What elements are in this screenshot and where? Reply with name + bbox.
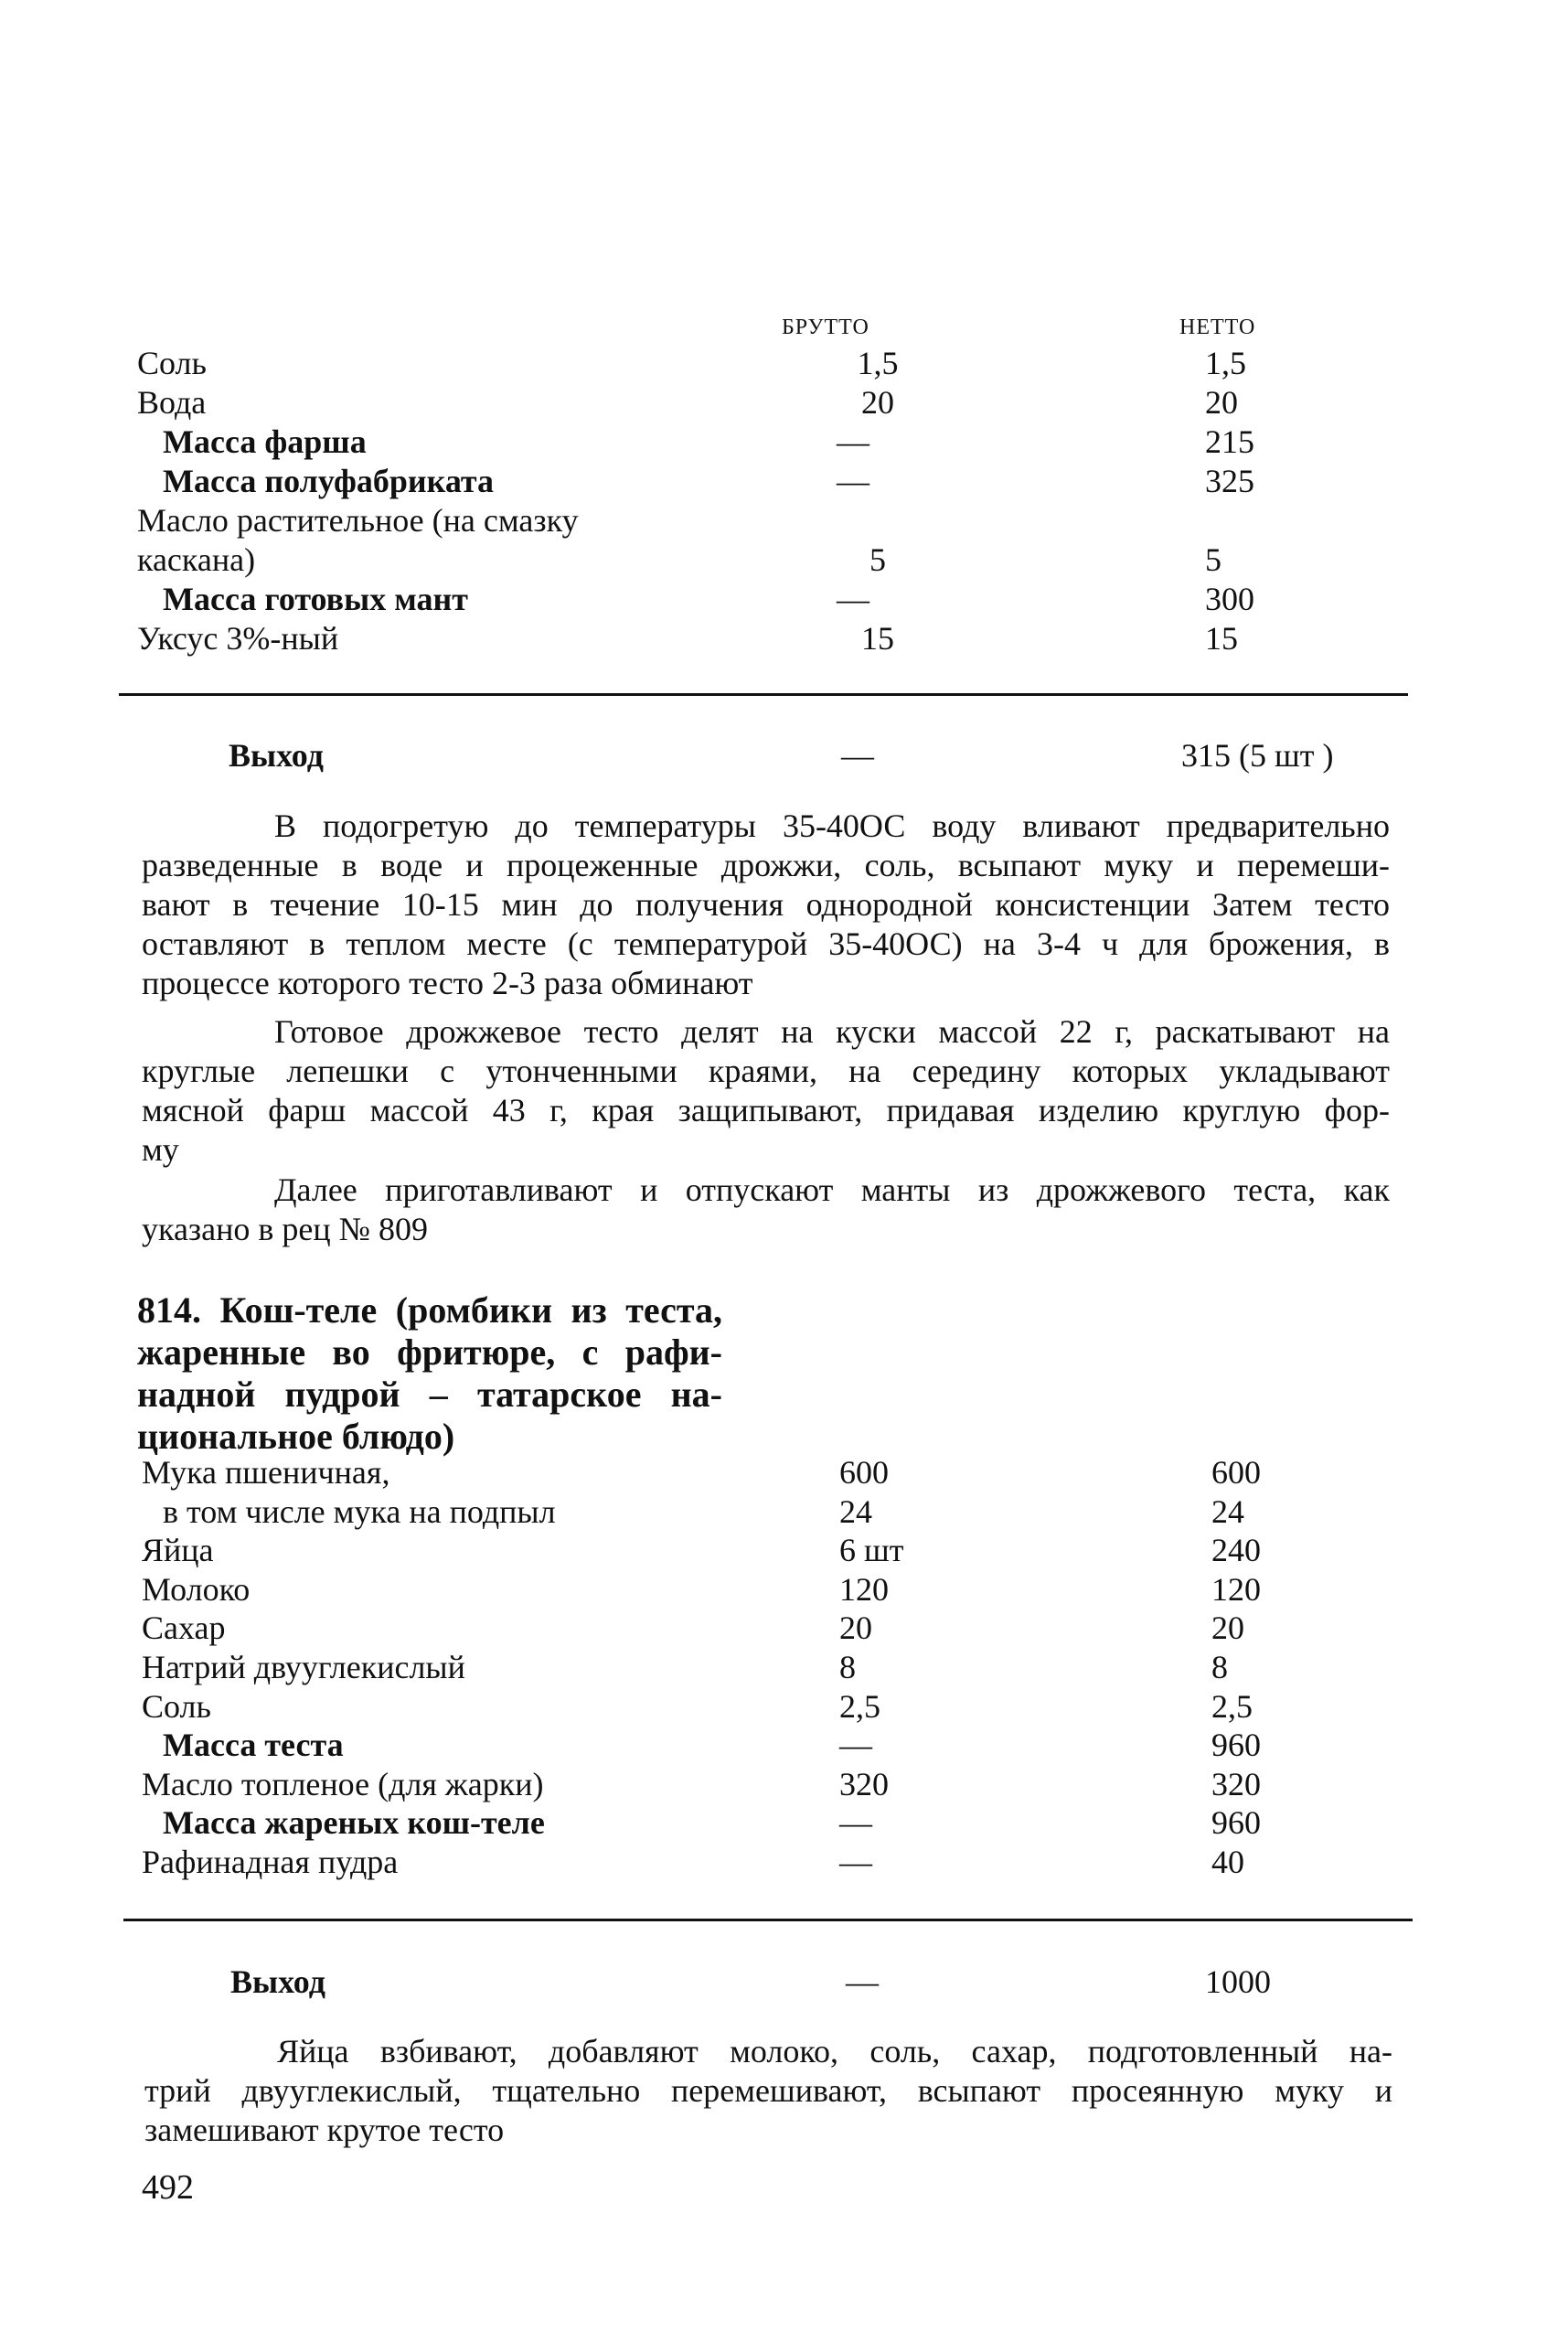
brutto-value: —: [839, 1844, 872, 1880]
brutto-value: 320: [839, 1766, 889, 1802]
ingredient-name: Масло растительное (на смазку: [137, 502, 579, 539]
brutto-value: 8: [839, 1649, 856, 1685]
text-line: вают в течение 10-15 мин до получения однородной консистенции Затем тесто: [142, 886, 1390, 923]
text-line: круглые лепешки с утонченными краями, на середину которых укладывают: [142, 1053, 1390, 1089]
ingredient-name: Вода: [137, 384, 207, 421]
instruction-paragraph-3: [142, 1171, 1390, 1249]
text-line: Далее приготавливают и отпускают манты из дрожжевого теста, как: [274, 1171, 1390, 1208]
brutto-value: 600: [839, 1454, 889, 1491]
yield-brutto: —: [846, 1963, 879, 2000]
brutto-value: 6 шт: [839, 1532, 904, 1568]
text-line: оставляют в теплом месте (с температурой 35-40ОС) на 3-4 ч для брожения, в: [142, 925, 1390, 962]
text-line: процессе которого тесто 2-3 раза обминают: [142, 965, 753, 1001]
brutto-value: 120: [839, 1571, 889, 1608]
brutto-value: —: [839, 1804, 872, 1841]
brutto-value: —: [837, 423, 869, 460]
column-header-netto: НЕТТО: [1179, 315, 1256, 339]
netto-value: 8: [1211, 1649, 1228, 1685]
text-line: трий двууглекислый, тщательно перемешивают, всыпают просеянную муку и: [144, 2072, 1392, 2109]
text-line: замешивают крутое тесто: [144, 2112, 505, 2148]
ingredient-name: Молоко: [142, 1571, 251, 1608]
title-line: 814. Кош-теле (ромбики из теста,: [137, 1289, 722, 1331]
column-header-brutto: БРУТТО: [782, 315, 869, 339]
text-line: му: [142, 1131, 179, 1168]
netto-value: 300: [1205, 581, 1254, 617]
netto-value: 5: [1205, 541, 1221, 578]
text-line: В подогретую до температуры 35-40ОС воду вливают предварительно: [274, 807, 1390, 844]
netto-value: 960: [1211, 1804, 1261, 1841]
ingredient-name: Соль: [137, 345, 207, 381]
ingredient-name: Рафинадная пудра: [142, 1844, 399, 1880]
page-number: 492: [142, 2168, 194, 2207]
netto-value: 20: [1205, 384, 1238, 421]
netto-value: 120: [1211, 1571, 1261, 1608]
brutto-value: —: [837, 581, 869, 617]
ingredient-name: Масса фарша: [163, 423, 367, 460]
netto-value: 600: [1211, 1454, 1261, 1491]
text-line: указано в рец № 809: [142, 1211, 428, 1247]
ingredient-name: каскана): [137, 541, 256, 578]
yield-label: Выход: [230, 1963, 325, 2000]
yield-netto: 1000: [1205, 1963, 1271, 2000]
ingredient-name: Яйца: [142, 1532, 214, 1568]
text-line: разведенные в воде и процеженные дрожжи, соль, всыпают муку и перемеши-: [142, 847, 1390, 883]
ingredient-name: Мука пшеничная,: [142, 1454, 390, 1491]
netto-value: 15: [1205, 620, 1238, 657]
brutto-value: —: [839, 1727, 872, 1763]
netto-value: 1,5: [1205, 345, 1246, 381]
brutto-value: 1,5: [857, 345, 899, 381]
ingredient-name: Масса теста: [163, 1727, 344, 1763]
ingredient-name: Масса полуфабриката: [163, 463, 495, 499]
ingredient-name: Масса жареных кош-теле: [163, 1804, 545, 1841]
netto-value: 240: [1211, 1532, 1261, 1568]
ingredient-name: Масса готовых мант: [163, 581, 468, 617]
brutto-value: 20: [861, 384, 894, 421]
brutto-value: 5: [869, 541, 886, 578]
netto-value: [1205, 500, 1306, 540]
text-line: Готовое дрожжевое тесто делят на куски массой 22 г, раскатывают на: [274, 1013, 1390, 1050]
text-line: мясной фарш массой 43 г, края защипывают, придавая изделию круглую фор-: [142, 1092, 1390, 1128]
ingredient-name: Соль: [142, 1688, 211, 1725]
brutto-value: 20: [839, 1609, 872, 1646]
brutto-value: 24: [839, 1493, 872, 1530]
ingredient-name: Уксус 3%-ный: [137, 620, 339, 657]
instruction-paragraph-2: [142, 1012, 1390, 1170]
yield-netto: 315 (5 шт ): [1181, 737, 1334, 774]
yield-brutto: —: [841, 737, 874, 774]
netto-value: 325: [1205, 463, 1254, 499]
ingredient-name: в том числе мука на подпыл: [163, 1493, 556, 1530]
brutto-value: 15: [861, 620, 894, 657]
instruction-paragraph-1: [142, 807, 1390, 1003]
table-divider: [119, 693, 1408, 696]
title-line: циональное блюдо): [137, 1416, 455, 1457]
yield-label: Выход: [229, 737, 324, 774]
title-line: жаренные во фритюре, с рафи-: [137, 1331, 722, 1373]
netto-value: 215: [1205, 423, 1254, 460]
title-line: надной пудрой – татарское на-: [137, 1374, 722, 1415]
instruction-paragraph-4: [144, 2032, 1392, 2150]
netto-value: 320: [1211, 1766, 1261, 1802]
brutto-value: [837, 500, 919, 540]
netto-value: 40: [1211, 1844, 1244, 1880]
recipe-title: [137, 1289, 722, 1458]
netto-value: 2,5: [1211, 1688, 1253, 1725]
netto-value: 24: [1211, 1493, 1244, 1530]
brutto-value: 2,5: [839, 1688, 880, 1725]
ingredient-name: Сахар: [142, 1609, 226, 1646]
text-line: Яйца взбивают, добавляют молоко, соль, сахар, подготовленный на-: [277, 2033, 1392, 2069]
brutto-value: —: [837, 463, 869, 499]
netto-value: 20: [1211, 1609, 1244, 1646]
ingredient-name: Натрий двууглекислый: [142, 1649, 465, 1685]
netto-value: 960: [1211, 1727, 1261, 1763]
ingredient-name: Масло топленое (для жарки): [142, 1766, 544, 1802]
table-divider: [123, 1919, 1413, 1921]
